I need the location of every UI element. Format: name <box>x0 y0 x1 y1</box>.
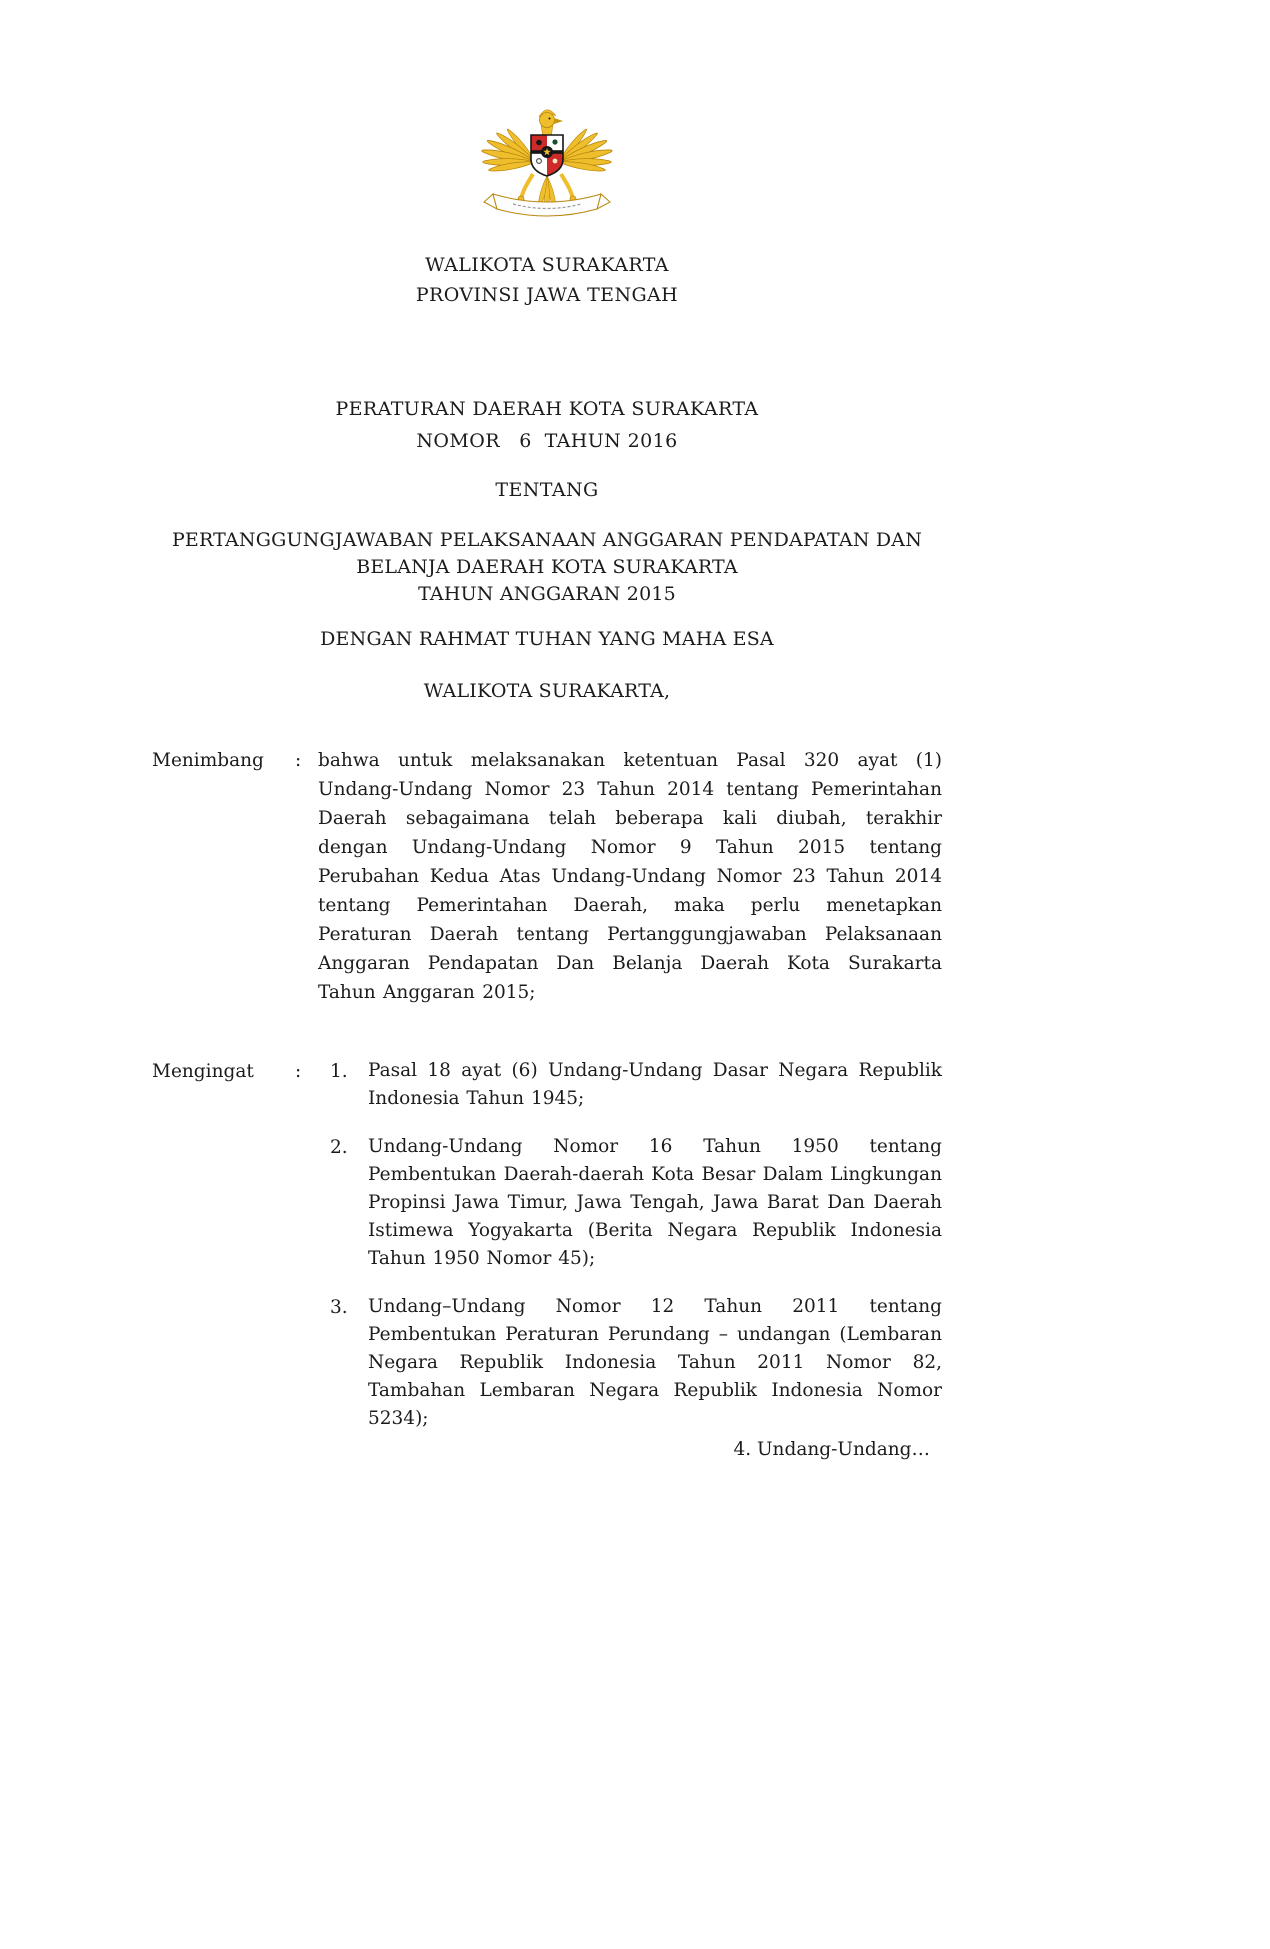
garuda-pancasila-emblem-icon <box>477 90 617 224</box>
menimbang-label: Menimbang <box>152 750 264 771</box>
letterhead-province: PROVINSI JAWA TENGAH <box>415 284 679 306</box>
mengingat-item-2 <box>330 1133 942 1273</box>
mengingat-item-list <box>318 1057 942 1433</box>
subject-line-2: BELANJA DAERAH KOTA SURAKARTA <box>356 556 738 578</box>
menimbang-colon: : <box>295 750 302 771</box>
mengingat-item-1 <box>330 1057 942 1113</box>
item-text: Undang-Undang Nomor 16 Tahun 1950 tentang Pembentukan Daerah-daerah Kota Besar Dalam Lingkungan Propinsi Jawa Timur, Jawa Tengah, Jawa Barat Dan Daerah Istimewa Yogyakarta (Berita Negara Republik Indonesia Tahun 1950 Nomor 45); <box>368 1136 942 1269</box>
tentang-label: TENTANG <box>495 479 599 501</box>
mengingat-colon: : <box>295 1061 302 1082</box>
catchword: 4. Undang-Undang… <box>733 1439 930 1460</box>
regulation-number: NOMOR 6 TAHUN 2016 <box>416 430 678 452</box>
document-content <box>152 0 942 1460</box>
item-number: 1. <box>330 1061 348 1082</box>
item-text: Pasal 18 ayat (6) Undang-Undang Dasar Negara Republik Indonesia Tahun 1945; <box>368 1060 942 1109</box>
mengingat-item-3 <box>330 1293 942 1433</box>
item-number: 2. <box>330 1137 348 1158</box>
invocation-line: DENGAN RAHMAT TUHAN YANG MAHA ESA <box>320 628 774 650</box>
menimbang-section <box>152 746 942 1007</box>
subject-line-3: TAHUN ANGGARAN 2015 <box>418 583 676 605</box>
subject-line-1: PERTANGGUNGJAWABAN PELAKSANAAN ANGGARAN PENDAPATAN DAN <box>171 529 923 551</box>
letterhead-office: WALIKOTA SURAKARTA <box>425 254 669 276</box>
regulation-title: PERATURAN DAERAH KOTA SURAKARTA <box>335 398 759 420</box>
mengingat-label: Mengingat <box>152 1061 254 1082</box>
enacting-official: WALIKOTA SURAKARTA, <box>423 680 671 702</box>
item-number: 3. <box>330 1297 348 1318</box>
mengingat-section <box>152 1057 942 1433</box>
item-text: Undang–Undang Nomor 12 Tahun 2011 tentang Pembentukan Peraturan Perundang – undangan (Lembaran Negara Republik Indonesia Tahun 2011 Nomor 82, Tambahan Lembaran Negara Republik Indonesia Nomor 5234); <box>368 1296 942 1429</box>
menimbang-text: bahwa untuk melaksanakan ketentuan Pasal 320 ayat (1) Undang-Undang Nomor 23 Tahun 2014 tentang Pemerintahan Daerah sebagaimana telah beberapa kali diubah, terakhir dengan Undang-Undang Nomor 9 Tahun 2015 tentang Perubahan Kedua Atas Undang-Undang Nomor 23 Tahun 2014 tentang Pemerintahan Daerah, maka perlu menetapkan Peraturan Daerah tentang Pertanggungjawaban Pelaksanaan Anggaran Pendapatan Dan Belanja Daerah Kota Surakarta Tahun Anggaran 2015; <box>318 750 942 1003</box>
